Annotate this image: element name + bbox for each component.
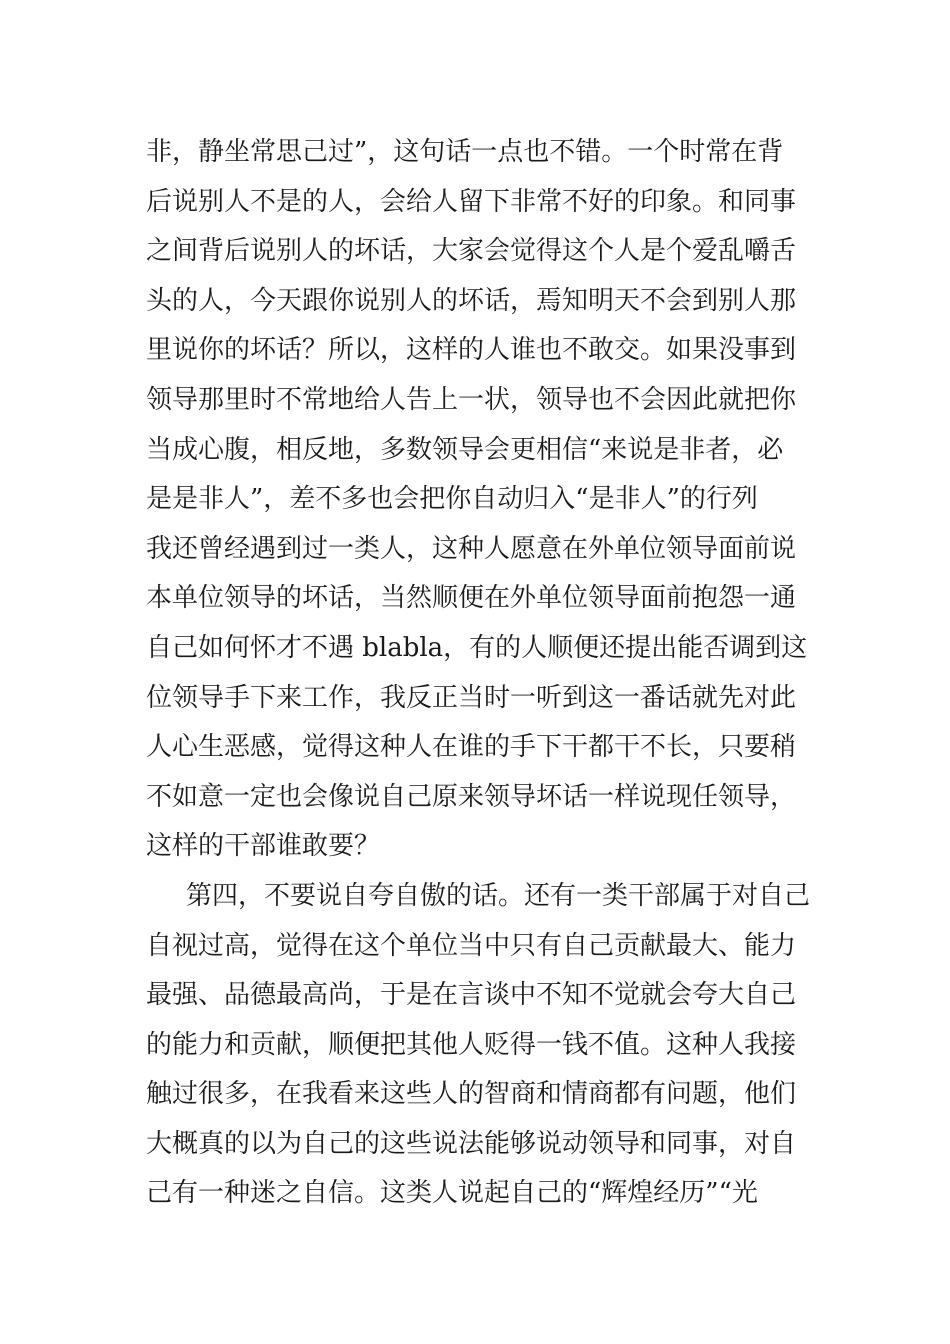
text-line: 位领导手下来工作，我反正当时一听到这一番话就先对此 bbox=[146, 682, 797, 713]
text-line: 自视过高，觉得在这个单位当中只有自己贡献最大、能力 bbox=[146, 930, 797, 961]
text-line: 领导那里时不常地给人告上一状，领导也不会因此就把你 bbox=[146, 384, 797, 415]
text-line: 触过很多，在我看来这些人的智商和情商都有问题，他们 bbox=[146, 1079, 797, 1110]
text-line: 大概真的以为自己的这些说法能够说动领导和同事，对自 bbox=[146, 1128, 797, 1159]
text-line: 最强、品德最高尚，于是在言谈中不知不觉就会夸大自己 bbox=[146, 980, 797, 1011]
text-line: 我还曾经遇到过一类人，这种人愿意在外单位领导面前说 bbox=[146, 533, 797, 564]
text-line: 己有一种迷之自信。这类人说起自己的“辉煌经历”“光 bbox=[146, 1178, 758, 1209]
text-line: 的能力和贡献，顺便把其他人贬得一钱不值。这种人我接 bbox=[146, 1029, 797, 1060]
text-line: 后说别人不是的人，会给人留下非常不好的印象。和同事 bbox=[146, 186, 797, 217]
text-line: 非，静坐常思己过”，这句话一点也不错。一个时常在背 bbox=[146, 137, 784, 167]
text-line: 当成心腹，相反地，多数领导会更相信“来说是非者，必 bbox=[146, 434, 784, 465]
text-line: 之间背后说别人的坏话，大家会觉得这个人是个爱乱嚼舌 bbox=[146, 236, 797, 267]
body-text bbox=[146, 128, 826, 1219]
text-line: 自己如何怀才不遇 blabla，有的人顺便还提出能否调到这 bbox=[146, 632, 808, 663]
text-line: 本单位领导的坏话，当然顺便在外单位领导面前抱怨一通 bbox=[146, 583, 797, 614]
paragraph-start-line: 第四，不要说自夸自傲的话。还有一类干部属于对自己 bbox=[186, 880, 811, 911]
text-line: 不如意一定也会像说自己原来领导坏话一样说现任领导， bbox=[146, 781, 797, 812]
text-line: 是是非人”，差不多也会把你自动归入“是非人”的行列 bbox=[146, 484, 758, 515]
text-line: 这样的干部谁敢要？ bbox=[146, 831, 381, 862]
text-line: 头的人，今天跟你说别人的坏话，焉知明天不会到别人那 bbox=[146, 285, 797, 316]
text-line: 人心生恶感，觉得这种人在谁的手下干都干不长，只要稍 bbox=[146, 732, 797, 763]
text-line: 里说你的坏话？所以，这样的人谁也不敢交。如果没事到 bbox=[146, 335, 797, 366]
